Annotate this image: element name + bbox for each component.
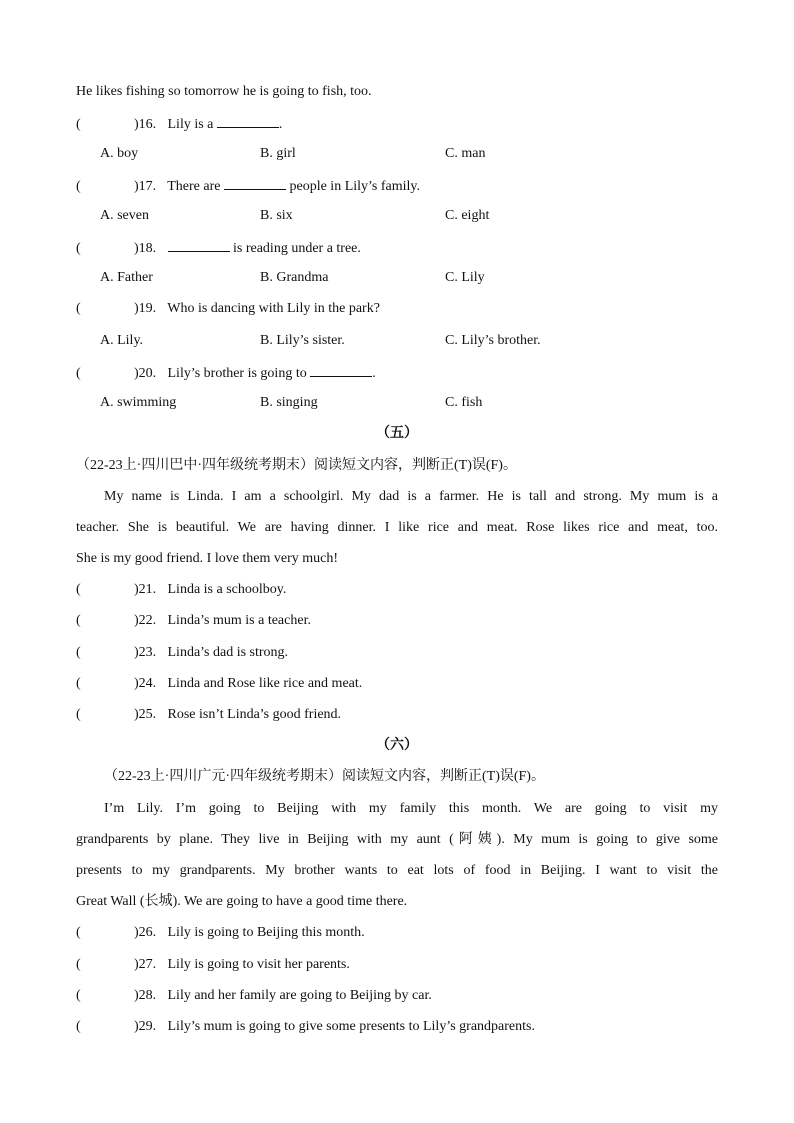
passage-line: teacher. She is beautiful. We are having dinner. I like rice and meat. Rose likes rice and meat, too. (76, 520, 718, 535)
question-text-end: . (278, 117, 283, 132)
section-source: （22-23上·四川巴中·四年级统考期末）阅读短文内容，判断正(T)误(F)。 (76, 458, 517, 473)
option-b: B. six (260, 208, 293, 223)
answer-paren: ( (76, 366, 81, 381)
statement-text: Linda’s mum is a teacher. (167, 613, 311, 628)
passage-line: She is my good friend. I love them very much! (76, 551, 339, 566)
option-b: B. Grandma (260, 270, 329, 285)
statement-text: Lily and her family are going to Beijing by car. (167, 988, 432, 1003)
statement-text: Linda is a schoolboy. (167, 582, 287, 597)
statement-number: )26. (134, 925, 157, 940)
answer-blank (310, 362, 372, 377)
question-text: Lily is a (167, 117, 214, 132)
option-c: C. Lily’s brother. (445, 333, 541, 348)
question-20 (76, 362, 718, 384)
section-source: （22-23上·四川广元·四年级统考期末）阅读短文内容，判断正(T)误(F)。 (104, 769, 545, 784)
question-number: )20. (134, 366, 157, 381)
question-19 (76, 299, 718, 319)
question-number: )18. (134, 241, 157, 256)
option-c: C. eight (445, 208, 490, 223)
question-text-end: people in Lily’s family. (289, 179, 420, 194)
answer-paren: ( (76, 707, 81, 722)
passage-line: Great Wall (长城). We are going to have a good time there. (76, 894, 408, 909)
section-title: （六） (376, 738, 418, 753)
passage-line: I’m Lily. I’m going to Beijing with my family this month. We are going to visit my (104, 801, 718, 816)
answer-paren: ( (76, 957, 81, 972)
section-title: （五） (376, 426, 418, 441)
question-text-end: . (372, 366, 376, 381)
option-a: A. Father (100, 270, 153, 285)
answer-paren: ( (76, 241, 81, 256)
answer-paren: ( (76, 117, 81, 132)
statement-number: )28. (134, 988, 157, 1003)
statement-text: Linda and Rose like rice and meat. (167, 676, 363, 691)
passage-line: presents to my grandparents. My brother wants to eat lots of food in Beijing. I want to visit the (76, 863, 718, 878)
option-c: C. Lily (445, 270, 485, 285)
answer-paren: ( (76, 988, 81, 1003)
option-a: A. swimming (100, 395, 177, 410)
question-17 (76, 175, 718, 197)
answer-paren: ( (76, 301, 81, 316)
passage-line: My name is Linda. I am a schoolgirl. My dad is a farmer. He is tall and strong. My mum is a (104, 489, 718, 504)
statement-number: )29. (134, 1019, 157, 1034)
passage-line: grandparents by plane. They live in Beijing with my aunt (阿姨). My mum is going to give some (76, 832, 718, 847)
statement-text: Lily is going to Beijing this month. (167, 925, 365, 940)
statement-number: )22. (134, 613, 157, 628)
question-number: )17. (134, 179, 157, 194)
passage-tail: He likes fishing so tomorrow he is going to fish, too. (76, 84, 372, 99)
answer-blank (217, 113, 279, 128)
statement-number: )23. (134, 645, 157, 660)
answer-paren: ( (76, 1019, 81, 1034)
statement-text: Lily is going to visit her parents. (167, 957, 350, 972)
question-text-end: is reading under a tree. (233, 241, 361, 256)
statement-23 (76, 643, 718, 663)
question-number: )16. (134, 117, 157, 132)
statement-text: Rose isn’t Linda’s good friend. (167, 707, 342, 722)
option-a: A. seven (100, 208, 149, 223)
statement-28 (76, 986, 718, 1006)
statement-25 (76, 705, 718, 725)
question-number: )19. (134, 301, 157, 316)
statement-text: Lily’s mum is going to give some presents to Lily’s grandparents. (167, 1019, 535, 1034)
question-text: There are (167, 179, 221, 194)
statement-number: )24. (134, 676, 157, 691)
statement-29 (76, 1017, 718, 1037)
option-a: A. Lily. (100, 333, 144, 348)
statement-number: )25. (134, 707, 157, 722)
option-b: B. Lily’s sister. (260, 333, 345, 348)
answer-paren: ( (76, 179, 81, 194)
question-text: Lily’s brother is going to (167, 366, 307, 381)
answer-paren: ( (76, 925, 81, 940)
answer-blank (168, 237, 230, 252)
option-b: B. girl (260, 146, 296, 161)
option-c: C. fish (445, 395, 483, 410)
statement-22 (76, 611, 718, 631)
statement-number: )27. (134, 957, 157, 972)
answer-paren: ( (76, 582, 81, 597)
statement-24 (76, 674, 718, 694)
statement-21 (76, 580, 718, 600)
answer-paren: ( (76, 676, 81, 691)
answer-paren: ( (76, 613, 81, 628)
statement-26 (76, 923, 718, 943)
answer-paren: ( (76, 645, 81, 660)
option-b: B. singing (260, 395, 318, 410)
question-16 (76, 113, 718, 135)
answer-blank (224, 175, 286, 190)
statement-27 (76, 955, 718, 975)
question-18 (76, 237, 718, 259)
option-c: C. man (445, 146, 486, 161)
statement-text: Linda’s dad is strong. (167, 645, 289, 660)
statement-number: )21. (134, 582, 157, 597)
question-text: Who is dancing with Lily in the park? (167, 301, 380, 316)
option-a: A. boy (100, 146, 139, 161)
